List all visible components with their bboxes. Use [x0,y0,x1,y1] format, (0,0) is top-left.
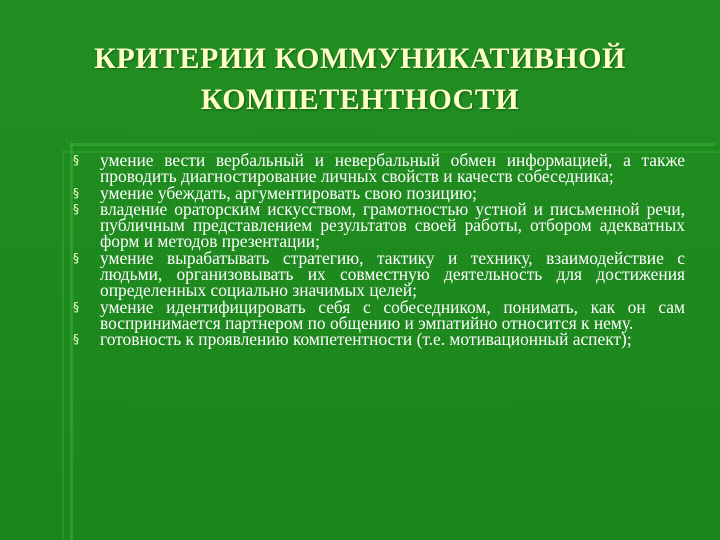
list-item [73,198,685,252]
list-item-text: умение вырабатывать стратегию, тактику и технику, взаимодействие с людьми, организовывать их совместную деятельность для достижения определенных социально значимых целей; [100,247,685,301]
section-bullet-icon: § [73,185,79,200]
list-item [73,247,685,301]
slide-title-line-1: КРИТЕРИИ КОММУНИКАТИВНОЙ [94,42,626,75]
list-item-text: умение вести вербальный и невербальный обмен информацией, а также проводить диагностирование личных свойств и качеств собеседника; [100,150,685,187]
slide-title-line-2: КОМПЕТЕНТНОСТИ [200,83,520,116]
criteria-list [73,152,685,348]
section-bullet-icon: § [73,250,79,265]
section-bullet-icon: § [73,201,79,216]
list-item-text: владение ораторским искусством, грамотностью устной и письменной речи, публичным представлением результатов своей работы, отбором адекватных форм и методов презентации; [100,198,685,252]
list-item-text: умение убеждать, аргументировать свою позицию; [100,182,477,203]
list-item [73,296,685,333]
section-bullet-icon: § [73,332,79,347]
section-bullet-icon: § [73,299,79,314]
list-item-text: умение идентифицировать себя с собеседником, понимать, как он сам воспринимается партнером по общению и эмпатийно относится к нему. [100,296,685,333]
list-item-text: готовность к проявлению компетентности (т.е. мотивационный аспект); [100,329,632,350]
list-item [73,329,685,350]
list-item [73,152,685,185]
slide-title [20,38,700,120]
decorative-line-vertical-inner [62,151,64,540]
decorative-line-horizontal [70,143,715,146]
section-bullet-icon: § [73,153,79,167]
